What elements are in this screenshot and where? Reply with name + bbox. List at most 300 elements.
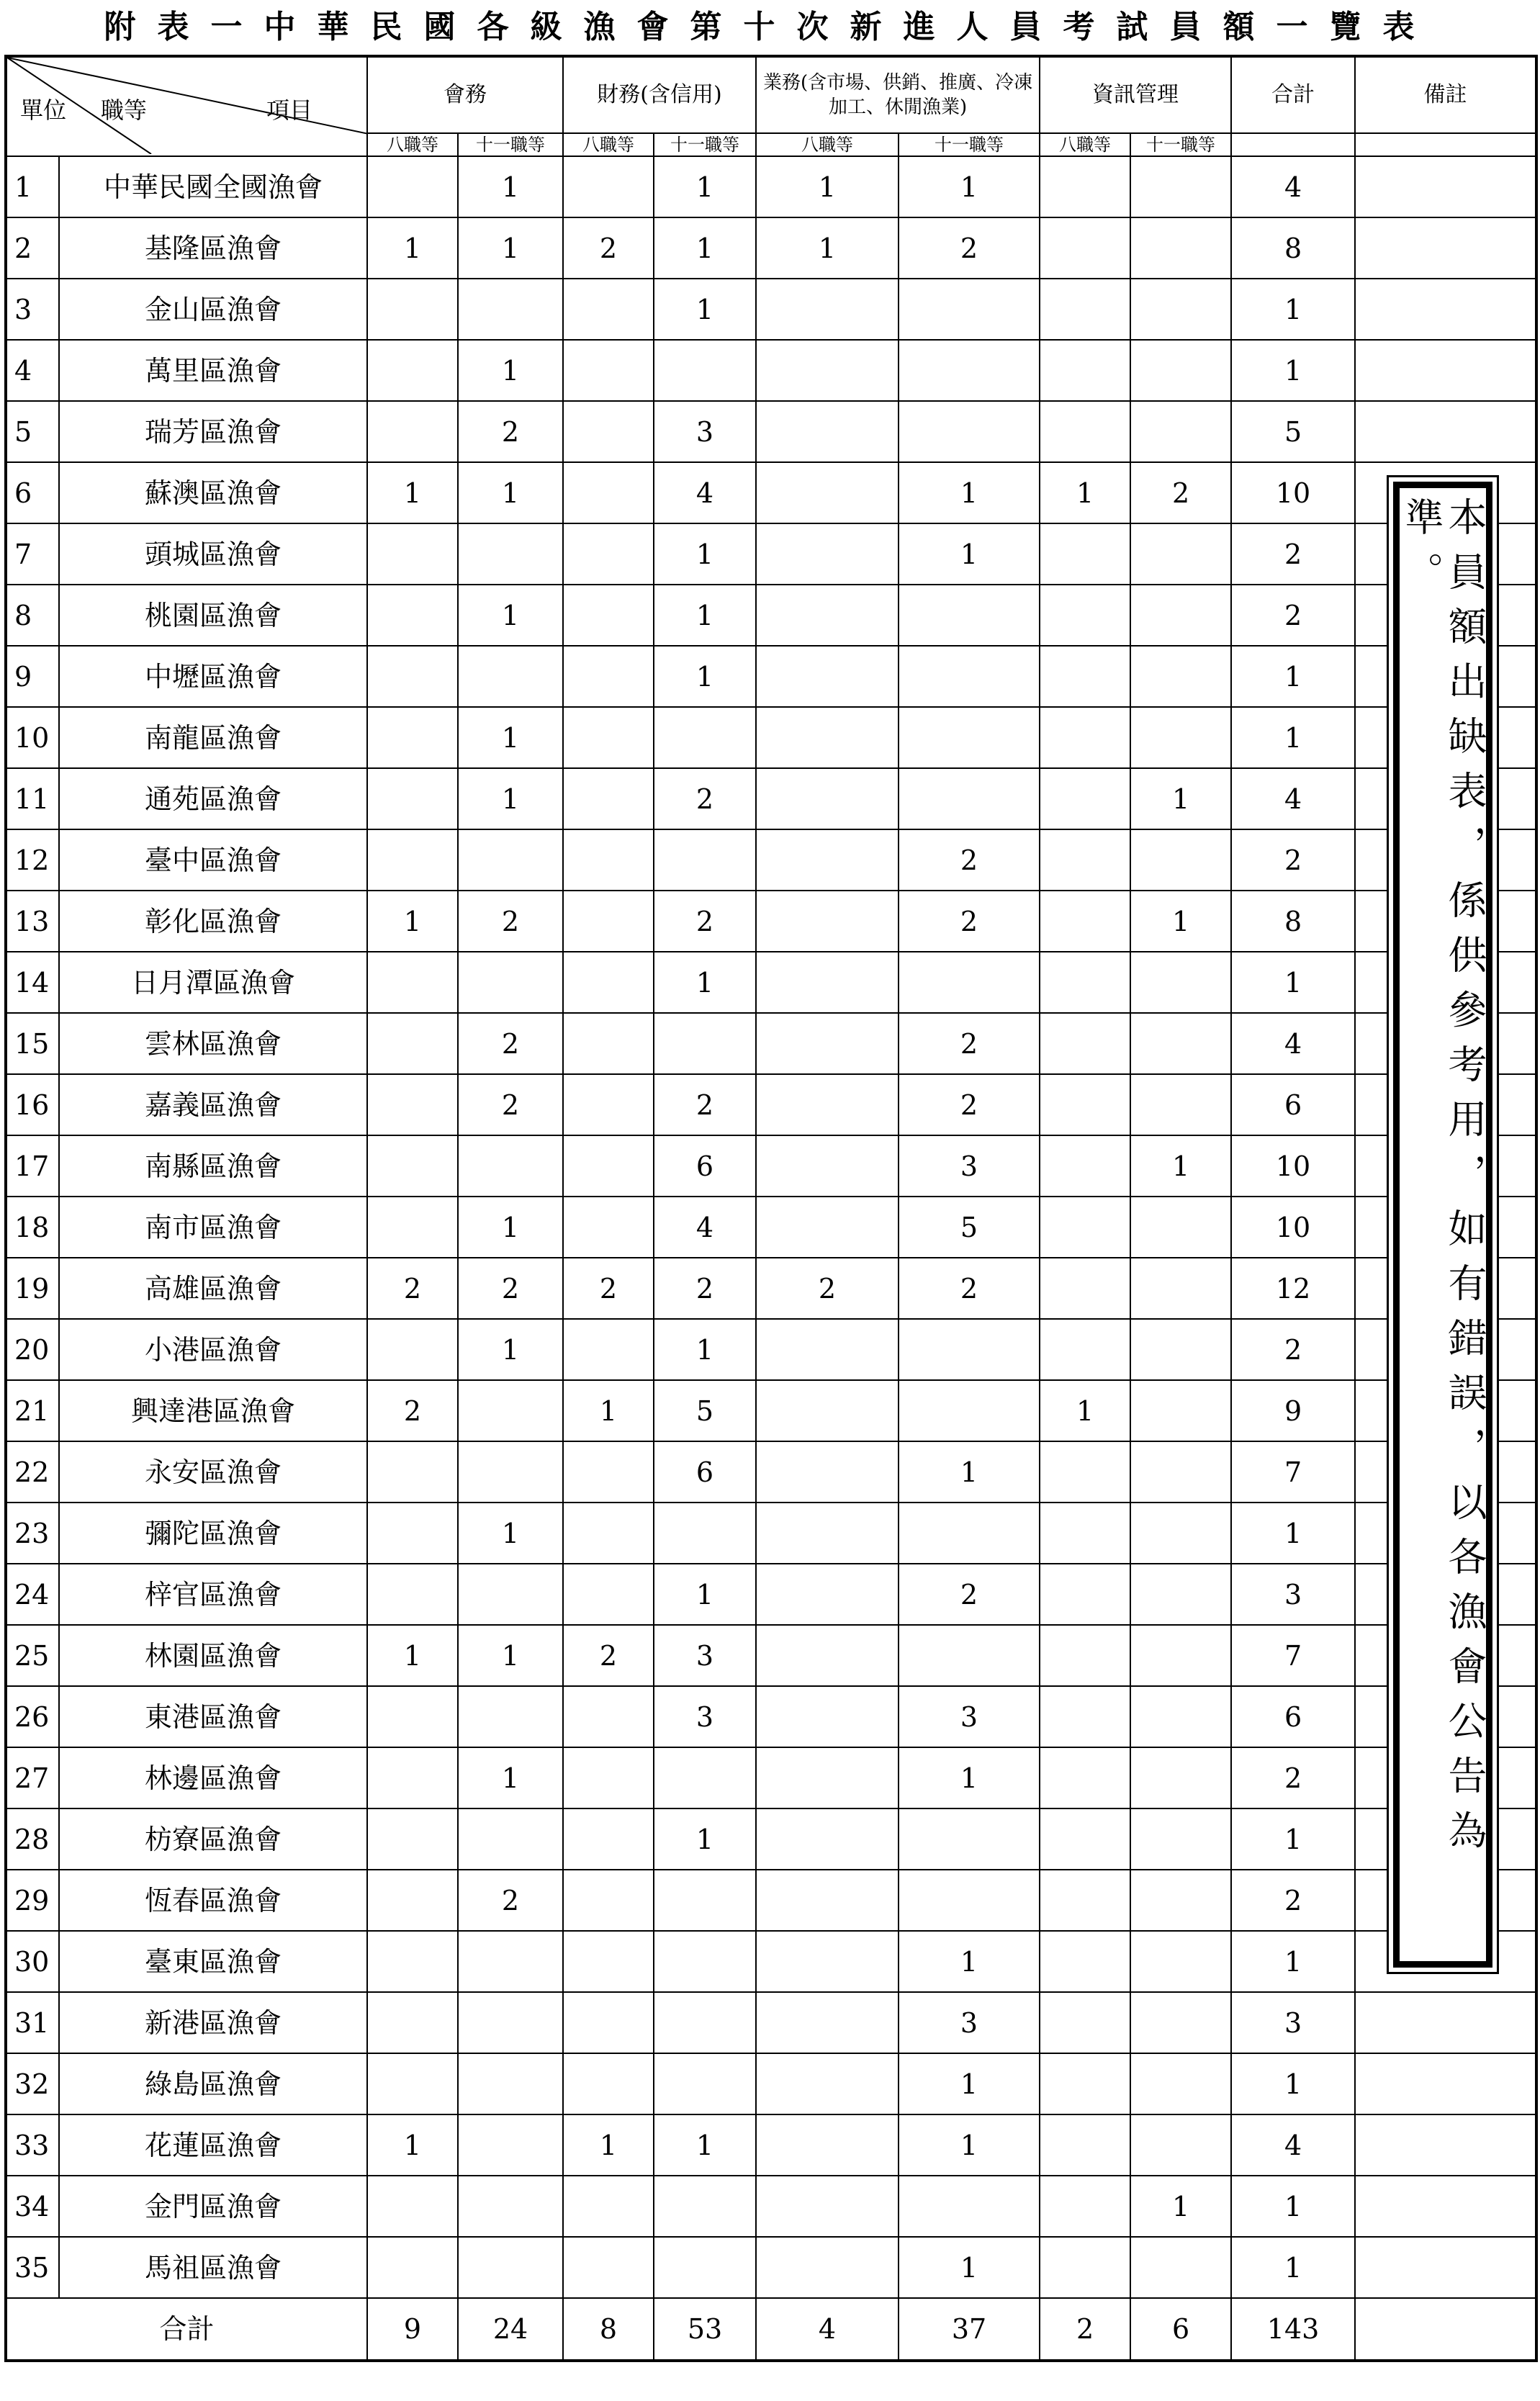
quota-cell bbox=[1130, 1808, 1231, 1870]
quota-cell bbox=[899, 1625, 1040, 1686]
quota-cell bbox=[756, 2176, 899, 2237]
quota-cell bbox=[756, 462, 899, 523]
quota-cell bbox=[1040, 1625, 1130, 1686]
rank-header: 十一職等 bbox=[1130, 133, 1231, 156]
rank-header-remarks-blank bbox=[1355, 133, 1536, 156]
quota-cell: 1 bbox=[458, 585, 563, 646]
unit-name: 臺中區漁會 bbox=[59, 829, 367, 891]
quota-cell bbox=[563, 646, 654, 707]
group-header-it: 資訊管理 bbox=[1040, 56, 1231, 133]
unit-name: 中壢區漁會 bbox=[59, 646, 367, 707]
quota-cell: 1 bbox=[654, 217, 756, 279]
quota-cell bbox=[654, 1747, 756, 1808]
quota-cell: 2 bbox=[756, 1258, 899, 1319]
remarks-cell bbox=[1355, 2176, 1536, 2237]
quota-cell bbox=[1130, 1747, 1231, 1808]
column-total: 24 bbox=[458, 2298, 563, 2361]
row-number: 5 bbox=[6, 401, 59, 462]
quota-cell bbox=[367, 2237, 458, 2298]
quota-cell: 2 bbox=[458, 1870, 563, 1931]
quota-cell bbox=[899, 768, 1040, 829]
quota-cell bbox=[563, 1013, 654, 1074]
quota-cell bbox=[1040, 646, 1130, 707]
row-total: 1 bbox=[1231, 1808, 1355, 1870]
quota-cell bbox=[899, 1503, 1040, 1564]
row-number: 24 bbox=[6, 1564, 59, 1625]
table-row bbox=[6, 1135, 1536, 1197]
table-row bbox=[6, 1870, 1536, 1931]
quota-cell bbox=[458, 952, 563, 1013]
header-row-groups bbox=[6, 56, 1536, 133]
quota-cell bbox=[756, 2114, 899, 2176]
quota-cell bbox=[563, 462, 654, 523]
quota-cell bbox=[563, 1564, 654, 1625]
quota-cell bbox=[756, 1686, 899, 1747]
quota-cell bbox=[1130, 1380, 1231, 1441]
column-total: 37 bbox=[899, 2298, 1040, 2361]
quota-cell: 1 bbox=[654, 279, 756, 340]
quota-cell bbox=[1040, 1258, 1130, 1319]
quota-cell bbox=[899, 1380, 1040, 1441]
quota-cell bbox=[654, 340, 756, 401]
quota-cell bbox=[1040, 1197, 1130, 1258]
table-row bbox=[6, 2237, 1536, 2298]
unit-name: 臺東區漁會 bbox=[59, 1931, 367, 1992]
quota-cell bbox=[756, 1319, 899, 1380]
row-total: 2 bbox=[1231, 1870, 1355, 1931]
column-total: 6 bbox=[1130, 2298, 1231, 2361]
quota-cell bbox=[367, 1135, 458, 1197]
remarks-cell bbox=[1355, 401, 1536, 462]
quota-cell bbox=[367, 340, 458, 401]
row-number: 33 bbox=[6, 2114, 59, 2176]
quota-cell: 2 bbox=[458, 1013, 563, 1074]
row-number: 16 bbox=[6, 1074, 59, 1135]
quota-cell: 1 bbox=[367, 891, 458, 952]
row-total: 7 bbox=[1231, 1441, 1355, 1503]
quota-cell bbox=[367, 707, 458, 768]
quota-cell bbox=[1130, 401, 1231, 462]
quota-cell: 1 bbox=[1130, 1135, 1231, 1197]
quota-cell: 1 bbox=[899, 2114, 1040, 2176]
quota-cell: 1 bbox=[899, 523, 1040, 585]
quota-cell: 1 bbox=[563, 1380, 654, 1441]
quota-cell bbox=[1040, 401, 1130, 462]
quota-cell bbox=[756, 401, 899, 462]
quota-cell: 1 bbox=[654, 952, 756, 1013]
unit-name: 萬里區漁會 bbox=[59, 340, 367, 401]
quota-cell: 2 bbox=[654, 891, 756, 952]
unit-name: 林園區漁會 bbox=[59, 1625, 367, 1686]
quota-cell: 1 bbox=[899, 1931, 1040, 1992]
unit-name: 桃園區漁會 bbox=[59, 585, 367, 646]
quota-cell bbox=[899, 646, 1040, 707]
group-header-business: 業務(含市場、供銷、推廣、冷凍加工、休閒漁業) bbox=[756, 56, 1040, 133]
row-total: 2 bbox=[1231, 1747, 1355, 1808]
unit-name: 永安區漁會 bbox=[59, 1441, 367, 1503]
quota-cell bbox=[1040, 1747, 1130, 1808]
quota-cell bbox=[1130, 1074, 1231, 1135]
quota-cell bbox=[563, 1808, 654, 1870]
row-number: 31 bbox=[6, 1992, 59, 2053]
quota-cell bbox=[367, 1503, 458, 1564]
table-row bbox=[6, 1013, 1536, 1074]
quota-cell bbox=[367, 646, 458, 707]
table-row bbox=[6, 1747, 1536, 1808]
quota-cell bbox=[563, 1319, 654, 1380]
quota-cell bbox=[458, 1992, 563, 2053]
unit-name: 高雄區漁會 bbox=[59, 1258, 367, 1319]
table-row bbox=[6, 1441, 1536, 1503]
quota-cell: 1 bbox=[899, 156, 1040, 217]
quota-cell: 1 bbox=[899, 2237, 1040, 2298]
table-row bbox=[6, 707, 1536, 768]
quota-cell: 4 bbox=[654, 462, 756, 523]
table-row bbox=[6, 646, 1536, 707]
unit-name: 日月潭區漁會 bbox=[59, 952, 367, 1013]
quota-cell: 3 bbox=[654, 1686, 756, 1747]
quota-cell bbox=[1040, 585, 1130, 646]
quota-cell bbox=[899, 1808, 1040, 1870]
unit-name: 興達港區漁會 bbox=[59, 1380, 367, 1441]
quota-cell: 3 bbox=[899, 1992, 1040, 2053]
quota-cell bbox=[367, 768, 458, 829]
row-number: 15 bbox=[6, 1013, 59, 1074]
quota-cell bbox=[1130, 279, 1231, 340]
unit-name: 梓官區漁會 bbox=[59, 1564, 367, 1625]
quota-cell: 2 bbox=[654, 768, 756, 829]
rank-header: 八職等 bbox=[756, 133, 899, 156]
quota-cell bbox=[563, 768, 654, 829]
row-total: 4 bbox=[1231, 156, 1355, 217]
quota-cell: 2 bbox=[458, 1074, 563, 1135]
quota-cell bbox=[1130, 1319, 1231, 1380]
quota-cell: 1 bbox=[367, 1625, 458, 1686]
quota-cell bbox=[563, 1870, 654, 1931]
quota-cell: 1 bbox=[367, 2114, 458, 2176]
row-total: 7 bbox=[1231, 1625, 1355, 1686]
quota-cell: 1 bbox=[1040, 462, 1130, 523]
quota-cell: 2 bbox=[654, 1074, 756, 1135]
row-number: 17 bbox=[6, 1135, 59, 1197]
quota-cell bbox=[1130, 1686, 1231, 1747]
total-label: 合計 bbox=[6, 2298, 367, 2361]
quota-cell bbox=[563, 1747, 654, 1808]
quota-cell: 2 bbox=[899, 1258, 1040, 1319]
row-total: 2 bbox=[1231, 585, 1355, 646]
unit-name: 蘇澳區漁會 bbox=[59, 462, 367, 523]
quota-cell bbox=[563, 829, 654, 891]
quota-cell bbox=[1040, 1135, 1130, 1197]
row-total: 4 bbox=[1231, 2114, 1355, 2176]
table-row bbox=[6, 768, 1536, 829]
quota-cell bbox=[756, 1870, 899, 1931]
quota-cell: 1 bbox=[563, 2114, 654, 2176]
unit-name: 基隆區漁會 bbox=[59, 217, 367, 279]
quota-cell bbox=[1040, 2237, 1130, 2298]
quota-cell bbox=[654, 707, 756, 768]
quota-cell: 1 bbox=[1130, 891, 1231, 952]
quota-cell: 5 bbox=[899, 1197, 1040, 1258]
quota-cell bbox=[899, 279, 1040, 340]
unit-name: 金山區漁會 bbox=[59, 279, 367, 340]
quota-cell bbox=[899, 952, 1040, 1013]
row-total: 5 bbox=[1231, 401, 1355, 462]
quota-cell: 1 bbox=[458, 1319, 563, 1380]
quota-cell bbox=[1040, 1931, 1130, 1992]
row-number: 34 bbox=[6, 2176, 59, 2237]
quota-cell: 2 bbox=[1130, 462, 1231, 523]
unit-name: 南龍區漁會 bbox=[59, 707, 367, 768]
quota-cell: 1 bbox=[654, 646, 756, 707]
table-row bbox=[6, 1808, 1536, 1870]
table-row bbox=[6, 340, 1536, 401]
quota-cell bbox=[756, 279, 899, 340]
quota-cell: 1 bbox=[654, 523, 756, 585]
rank-header: 十一職等 bbox=[458, 133, 563, 156]
group-header-finance: 財務(含信用) bbox=[563, 56, 756, 133]
quota-cell bbox=[367, 952, 458, 1013]
quota-cell bbox=[367, 2053, 458, 2114]
table-row bbox=[6, 156, 1536, 217]
header-unit-label: 單位 bbox=[20, 96, 67, 124]
quota-cell: 1 bbox=[458, 768, 563, 829]
remarks-cell bbox=[1355, 340, 1536, 401]
quota-cell bbox=[458, 1931, 563, 1992]
quota-cell bbox=[563, 2053, 654, 2114]
row-number: 10 bbox=[6, 707, 59, 768]
column-total: 9 bbox=[367, 2298, 458, 2361]
row-number: 35 bbox=[6, 2237, 59, 2298]
row-total: 6 bbox=[1231, 1686, 1355, 1747]
quota-cell: 1 bbox=[1130, 2176, 1231, 2237]
quota-cell: 1 bbox=[756, 217, 899, 279]
quota-cell bbox=[756, 1135, 899, 1197]
quota-cell bbox=[756, 2237, 899, 2298]
quota-cell bbox=[1130, 646, 1231, 707]
quota-cell: 1 bbox=[458, 156, 563, 217]
unit-name: 枋寮區漁會 bbox=[59, 1808, 367, 1870]
quota-cell bbox=[1130, 1258, 1231, 1319]
remarks-cell bbox=[1355, 2298, 1536, 2361]
table-row bbox=[6, 952, 1536, 1013]
quota-cell bbox=[1040, 156, 1130, 217]
quota-cell bbox=[367, 156, 458, 217]
quota-cell bbox=[367, 1747, 458, 1808]
quota-cell bbox=[756, 340, 899, 401]
quota-cell: 1 bbox=[458, 707, 563, 768]
rank-header: 八職等 bbox=[1040, 133, 1130, 156]
unit-name: 瑞芳區漁會 bbox=[59, 401, 367, 462]
quota-cell bbox=[1040, 217, 1130, 279]
quota-cell: 1 bbox=[654, 585, 756, 646]
quota-cell: 2 bbox=[654, 1258, 756, 1319]
total-row bbox=[6, 2298, 1536, 2361]
remarks-cell bbox=[1355, 2053, 1536, 2114]
quota-cell bbox=[367, 1870, 458, 1931]
quota-cell bbox=[756, 1441, 899, 1503]
quota-cell bbox=[1040, 1013, 1130, 1074]
quota-cell bbox=[654, 2237, 756, 2298]
table-row bbox=[6, 1931, 1536, 1992]
unit-name: 綠島區漁會 bbox=[59, 2053, 367, 2114]
quota-cell: 2 bbox=[899, 1013, 1040, 1074]
quota-cell bbox=[367, 1319, 458, 1380]
quota-cell bbox=[563, 1135, 654, 1197]
row-number: 28 bbox=[6, 1808, 59, 1870]
quota-cell bbox=[756, 1747, 899, 1808]
quota-cell bbox=[1130, 952, 1231, 1013]
quota-cell bbox=[756, 1013, 899, 1074]
quota-cell bbox=[367, 279, 458, 340]
quota-cell: 2 bbox=[367, 1258, 458, 1319]
quota-cell bbox=[899, 340, 1040, 401]
quota-cell bbox=[654, 1870, 756, 1931]
remarks-note-text: 本員額出缺表，係供參考用，如有錯誤，以各漁會公告為準。 bbox=[1399, 497, 1487, 1865]
quota-cell bbox=[1130, 829, 1231, 891]
header-item-label: 項目 bbox=[266, 96, 313, 124]
quota-cell bbox=[1040, 1441, 1130, 1503]
quota-cell: 5 bbox=[654, 1380, 756, 1441]
table-row bbox=[6, 585, 1536, 646]
quota-cell bbox=[1040, 523, 1130, 585]
quota-cell bbox=[899, 585, 1040, 646]
quota-cell bbox=[756, 891, 899, 952]
row-number: 25 bbox=[6, 1625, 59, 1686]
quota-cell bbox=[756, 523, 899, 585]
column-total: 2 bbox=[1040, 2298, 1130, 2361]
quota-cell bbox=[1130, 1564, 1231, 1625]
row-total: 2 bbox=[1231, 523, 1355, 585]
quota-cell bbox=[458, 829, 563, 891]
quota-cell bbox=[367, 1197, 458, 1258]
quota-cell bbox=[1130, 585, 1231, 646]
table-row bbox=[6, 1564, 1536, 1625]
quota-cell bbox=[458, 1686, 563, 1747]
row-total: 1 bbox=[1231, 2053, 1355, 2114]
quota-cell: 4 bbox=[654, 1197, 756, 1258]
quota-cell bbox=[1130, 2053, 1231, 2114]
quota-cell bbox=[367, 1074, 458, 1135]
row-number: 18 bbox=[6, 1197, 59, 1258]
row-number: 27 bbox=[6, 1747, 59, 1808]
table-row bbox=[6, 2114, 1536, 2176]
row-total: 2 bbox=[1231, 1319, 1355, 1380]
quota-cell bbox=[756, 829, 899, 891]
quota-cell: 2 bbox=[458, 891, 563, 952]
group-header-affairs: 會務 bbox=[367, 56, 563, 133]
quota-cell bbox=[899, 2176, 1040, 2237]
quota-cell bbox=[1040, 1564, 1130, 1625]
quota-cell bbox=[1040, 1992, 1130, 2053]
quota-cell bbox=[1130, 217, 1231, 279]
quota-cell: 3 bbox=[899, 1135, 1040, 1197]
table-row bbox=[6, 462, 1536, 523]
quota-cell bbox=[458, 523, 563, 585]
row-total: 1 bbox=[1231, 707, 1355, 768]
quota-cell bbox=[1040, 1074, 1130, 1135]
quota-cell bbox=[1130, 523, 1231, 585]
quota-cell bbox=[899, 1319, 1040, 1380]
quota-cell bbox=[458, 2114, 563, 2176]
quota-cell bbox=[1040, 707, 1130, 768]
unit-name: 彌陀區漁會 bbox=[59, 1503, 367, 1564]
quota-cell bbox=[654, 1992, 756, 2053]
quota-cell bbox=[367, 401, 458, 462]
quota-cell bbox=[1130, 156, 1231, 217]
quota-cell bbox=[1040, 768, 1130, 829]
quota-cell bbox=[458, 2237, 563, 2298]
quota-cell bbox=[563, 1197, 654, 1258]
quota-cell bbox=[1130, 1625, 1231, 1686]
table-row bbox=[6, 829, 1536, 891]
row-number: 22 bbox=[6, 1441, 59, 1503]
header-rank-label: 職等 bbox=[101, 96, 148, 124]
row-number: 20 bbox=[6, 1319, 59, 1380]
table-row bbox=[6, 1074, 1536, 1135]
quota-cell bbox=[1040, 1686, 1130, 1747]
row-total: 6 bbox=[1231, 1074, 1355, 1135]
quota-cell: 2 bbox=[563, 1625, 654, 1686]
quota-cell bbox=[563, 156, 654, 217]
rank-header-total-blank bbox=[1231, 133, 1355, 156]
quota-cell bbox=[563, 523, 654, 585]
quota-cell bbox=[1040, 1808, 1130, 1870]
quota-cell bbox=[1040, 891, 1130, 952]
quota-cell: 1 bbox=[899, 2053, 1040, 2114]
row-number: 19 bbox=[6, 1258, 59, 1319]
quota-cell bbox=[1040, 1319, 1130, 1380]
quota-cell bbox=[756, 1197, 899, 1258]
row-number: 4 bbox=[6, 340, 59, 401]
quota-cell bbox=[458, 646, 563, 707]
quota-cell: 1 bbox=[458, 1747, 563, 1808]
table-row bbox=[6, 1686, 1536, 1747]
quota-cell bbox=[563, 340, 654, 401]
quota-cell bbox=[1130, 1870, 1231, 1931]
corner-header-cell bbox=[6, 56, 367, 156]
quota-cell bbox=[756, 1931, 899, 1992]
quota-cell bbox=[1130, 1931, 1231, 1992]
grand-total: 143 bbox=[1231, 2298, 1355, 2361]
table-row bbox=[6, 891, 1536, 952]
quota-cell bbox=[563, 279, 654, 340]
row-total: 3 bbox=[1231, 1992, 1355, 2053]
remarks-cell bbox=[1355, 2237, 1536, 2298]
unit-name: 中華民國全國漁會 bbox=[59, 156, 367, 217]
row-total: 1 bbox=[1231, 2176, 1355, 2237]
quota-cell: 2 bbox=[899, 891, 1040, 952]
quota-cell: 2 bbox=[899, 217, 1040, 279]
row-total: 9 bbox=[1231, 1380, 1355, 1441]
column-total: 53 bbox=[654, 2298, 756, 2361]
table-row bbox=[6, 1625, 1536, 1686]
unit-name: 花蓮區漁會 bbox=[59, 2114, 367, 2176]
table-row bbox=[6, 2176, 1536, 2237]
quota-cell: 1 bbox=[458, 1503, 563, 1564]
unit-name: 彰化區漁會 bbox=[59, 891, 367, 952]
row-total: 1 bbox=[1231, 646, 1355, 707]
remarks-cell bbox=[1355, 2114, 1536, 2176]
row-total: 12 bbox=[1231, 1258, 1355, 1319]
row-number: 1 bbox=[6, 156, 59, 217]
quota-cell: 1 bbox=[1040, 1380, 1130, 1441]
quota-cell bbox=[756, 1380, 899, 1441]
row-total: 1 bbox=[1231, 1503, 1355, 1564]
quota-cell bbox=[756, 707, 899, 768]
row-number: 14 bbox=[6, 952, 59, 1013]
group-header-total: 合計 bbox=[1231, 56, 1355, 133]
